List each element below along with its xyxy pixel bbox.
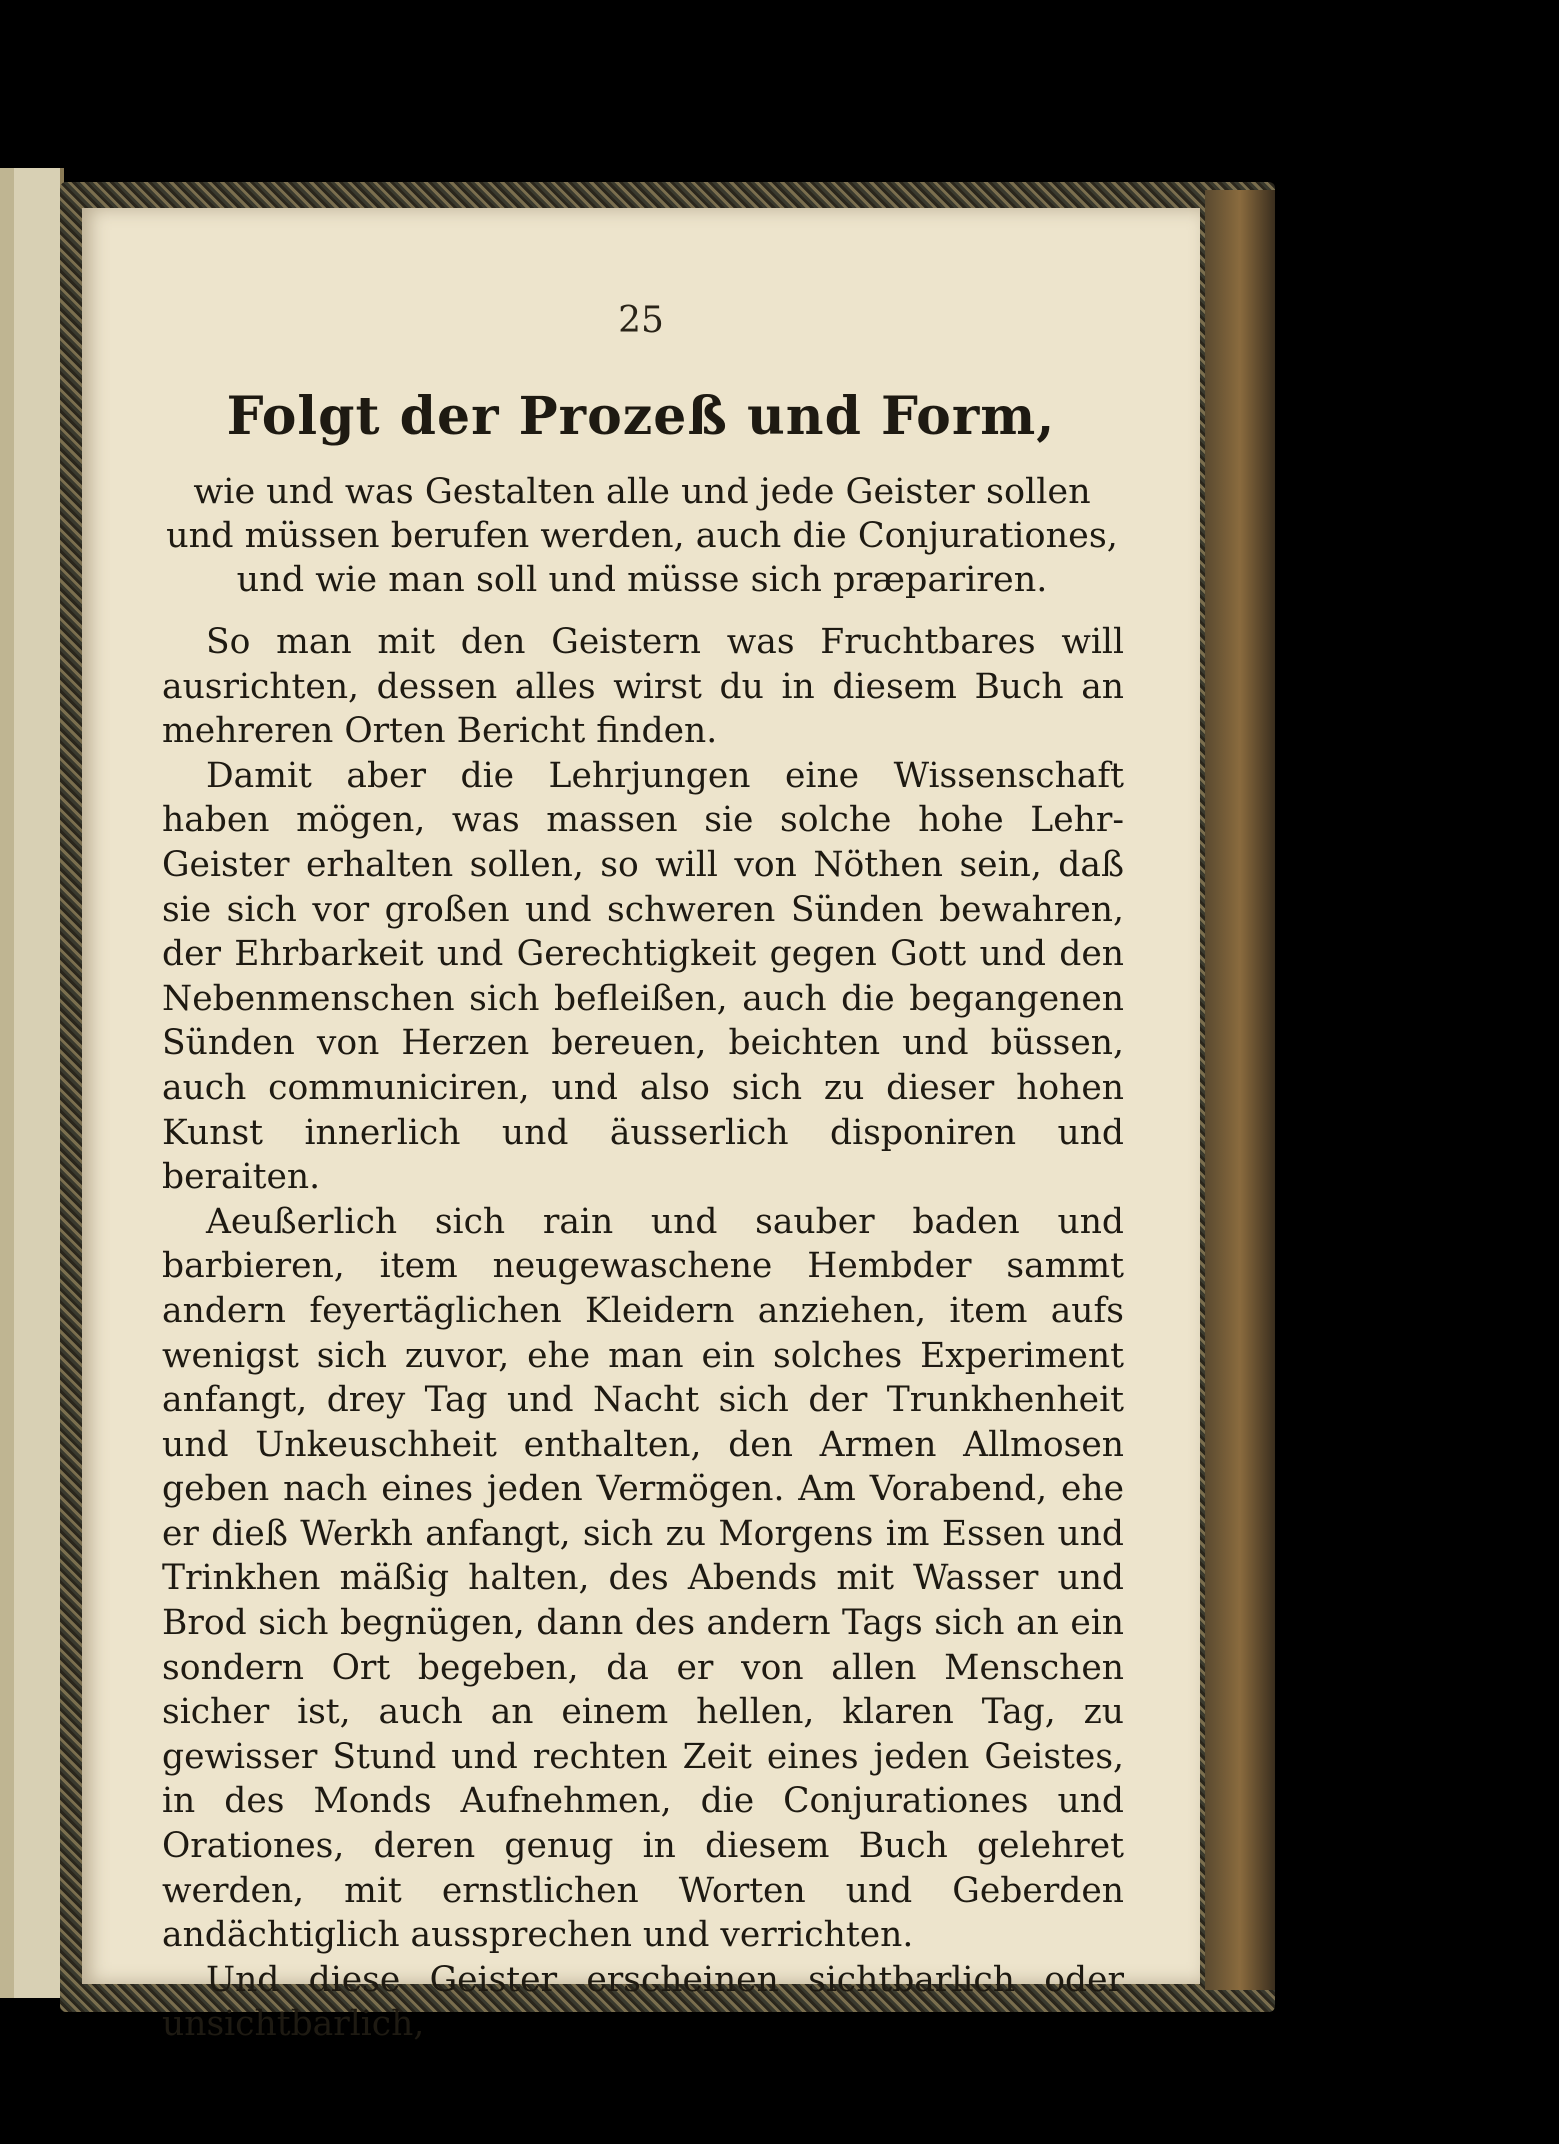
left-page-fore-edge <box>0 168 14 1998</box>
page-number: 25 <box>618 300 664 341</box>
paragraph: Aeußerlich sich rain und sauber baden und barbieren, item neugewaschene Hembder sammt andern feyertäglichen Kleidern anziehen, item aufs wenigst sich zuvor, ehe man ein solches Experiment anfangt, drey Tag und Nacht sich der Trunkhenheit und Unkeuschheit enthalten, den Armen Allmosen geben nach eines jeden Vermögen. Am Vorabend, ehe er dieß Werkh anfangt, sich zu Morgens im Essen und Trinkhen mäßig halten, des Abends mit Wasser und Brod sich begnügen, dann des andern Tags sich an ein sondern Ort begeben, da er von allen Menschen sicher ist, auch an einem hellen, klaren Tag, zu gewisser Stund und rechten Zeit eines jeden Geistes, in des Monds Aufnehmen, die Conjurationes und Orationes, deren genug in diesem Buch gelehret werden, mit ernstlichen Worten und Geberden andächtiglich aussprechen und verrichten. <box>162 1201 1124 1956</box>
book-page <box>82 208 1200 2045</box>
chapter-heading: Folgt der Prozeß und Form, <box>226 386 1056 447</box>
paragraph: Damit aber die Lehrjungen eine Wissenschaft haben mögen, was massen sie solche hohe Lehr-Geister erhalten sollen, so will von Nöthen sein, daß sie sich vor großen und schweren Sünden bewahren, der Ehrbarkeit und Gerechtigkeit gegen Gott und den Nebenmenschen sich befleißen, auch die begangenen Sünden von Herzen bereuen, beichten und büssen, auch communiciren, und also sich zu dieser hohen Kunst innerlich und äusserlich disponiren und beraiten. <box>162 755 1124 1198</box>
paragraph: So man mit den Geistern was Fruchtbares will ausrichten, dessen alles wirst du in diesem Buch an mehreren Orten Bericht finden. <box>162 622 1124 752</box>
body-text <box>162 620 1124 2047</box>
leather-spine-edge <box>1205 190 1275 1990</box>
paragraph: Und diese Geister erscheinen sichtbarlich oder unsichtbarlich, <box>162 1959 1124 2045</box>
chapter-subheading: wie und was Gestalten alle und jede Geister sollen und müssen berufen werden, auch die Conjurationes, und wie man soll und müsse sich præpariren. <box>166 472 1118 600</box>
